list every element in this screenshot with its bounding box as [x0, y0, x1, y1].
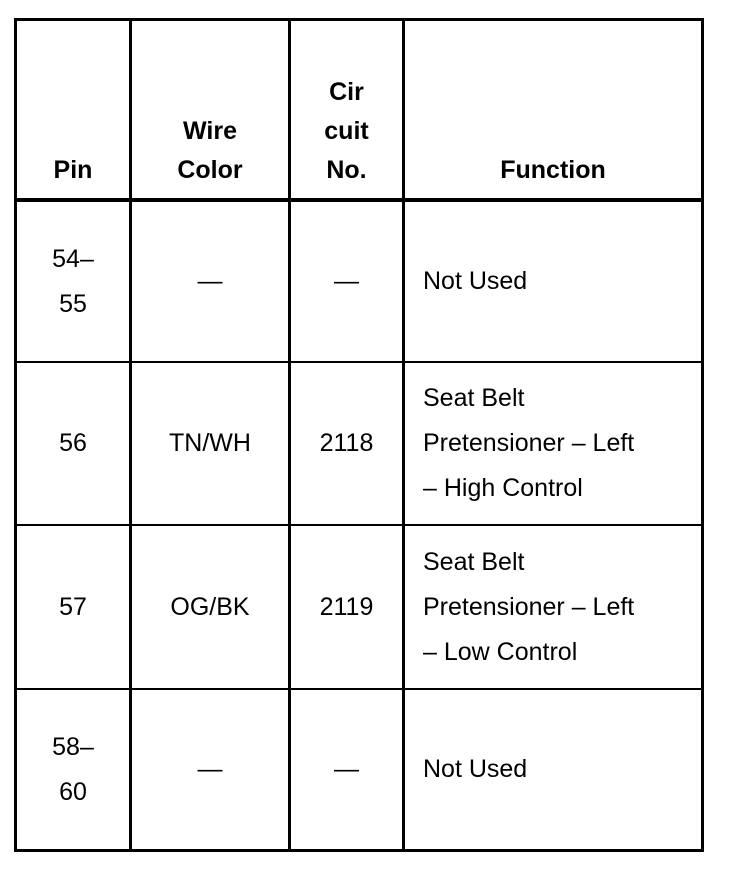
table-row-wire-color	[132, 690, 288, 849]
table-row-wire-color	[132, 202, 288, 361]
table-row-circuit-no	[291, 526, 402, 688]
header-pin	[17, 21, 129, 198]
pin-cell: 56	[59, 429, 87, 457]
wire-color-cell: TN/WH	[169, 429, 251, 457]
wire-color-cell: OG/BK	[170, 592, 250, 621]
table-row-circuit-no	[291, 363, 402, 524]
pin-cell: 57	[59, 592, 87, 621]
table-row-function	[405, 690, 701, 849]
function-cell: Not Used	[423, 755, 528, 783]
table-row-circuit-no	[291, 690, 402, 849]
function-cell: Seat Belt Pretensioner – Left – Low Control	[423, 547, 635, 666]
circuit-no-cell: —	[334, 755, 359, 783]
table-row-pin	[17, 363, 129, 524]
header-pin-label: Pin	[53, 156, 93, 184]
header-circuit-no-label: Cir cuit No.	[324, 78, 369, 184]
table-row-pin	[17, 690, 129, 849]
pinout-table	[14, 18, 704, 852]
wire-color-cell: —	[197, 267, 223, 295]
table-row-circuit-no	[291, 202, 402, 361]
header-circuit-no	[291, 21, 402, 198]
table-row-pin	[17, 526, 129, 688]
table-row-function	[405, 363, 701, 524]
table-row-pin	[17, 202, 129, 361]
header-function	[405, 21, 701, 198]
circuit-no-cell: 2119	[319, 592, 374, 621]
circuit-no-cell: 2118	[319, 429, 374, 457]
header-function-label: Function	[500, 156, 606, 184]
table-row-wire-color	[132, 363, 288, 524]
header-wire-color-label: Wire Color	[177, 117, 243, 184]
table-row-function	[405, 526, 701, 688]
table-right-border	[701, 18, 704, 852]
header-wire-color	[132, 21, 288, 198]
pin-cell: 54– 55	[52, 244, 94, 318]
wire-color-cell: —	[197, 755, 223, 783]
circuit-no-cell: —	[334, 267, 359, 295]
pin-cell: 58– 60	[52, 732, 94, 806]
table-row-wire-color	[132, 526, 288, 688]
table-bottom-border	[14, 849, 704, 852]
table-row-function	[405, 202, 701, 361]
function-cell: Not Used	[423, 267, 528, 295]
function-cell: Seat Belt Pretensioner – Left – High Control	[423, 384, 635, 502]
